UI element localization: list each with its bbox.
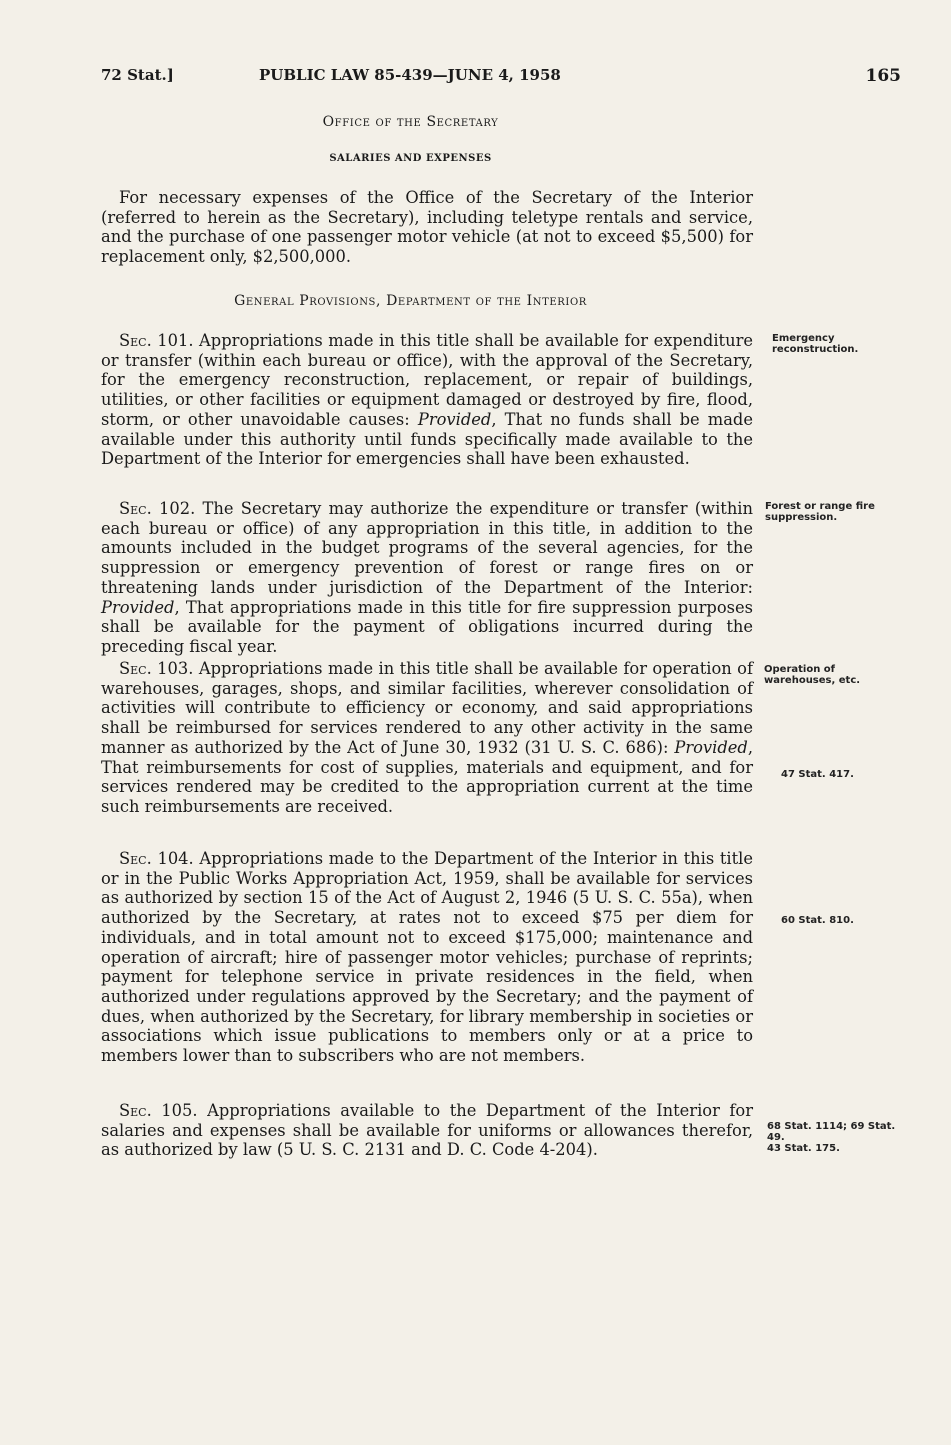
section-text: , That no funds shall be made available under this authority until funds specifically made available to the Department of the Interior for emergencies shall have been exhausted. [101, 409, 753, 469]
general-provisions-title: General Provisions, Department of the Interior [234, 293, 587, 309]
section-101-paragraph [101, 331, 753, 469]
section-label: Sec. 104. [119, 849, 194, 868]
page-number: 165 [865, 66, 901, 86]
section-title: Office of the Secretary [322, 114, 499, 130]
section-text: Appropriations made in this title shall be available for operation of warehouses, garages, shops, and similar facilities, wherever consolidation of activities will contribute to efficiency or economy, and said appropriations shall be reimbursed for services rendered to any other activity in the same manner as authorized by the Act of June 30, 1932 (31 U. S. C. 686): [101, 659, 754, 757]
margin-note-stat-810: 60 Stat. 810. [781, 915, 854, 926]
section-text: The Secretary may authorize the expenditure or transfer (within each bureau or office) of any appropriation in this title, in addition to the amounts included in the budget programs of the several agencies, for the suppression or emergency prevention of forest or range fires on or threatening lands under jurisdiction of the Department of the Interior: [101, 499, 754, 597]
page-header [101, 66, 901, 90]
margin-note-stat-1114-text: 68 Stat. 1114; 69 Stat. 49. [767, 1121, 896, 1143]
margin-note-emergency: Emergency reconstruction. [772, 333, 859, 355]
margin-note-stat-175-text: 43 Stat. 175. [767, 1143, 840, 1154]
margin-note-stat-417: 47 Stat. 417. [781, 769, 854, 780]
margin-note-forest: Forest or range fire suppression. [765, 501, 875, 523]
section-text: Appropriations available to the Department of the Interior for salaries and expenses shall be available for uniforms or allowances therefor, as authorized by law (5 U. S. C. 2131 and D. C. Code 4-204). [101, 1101, 754, 1160]
section-105-paragraph [101, 1101, 753, 1160]
provided-clause: Provided [674, 737, 748, 757]
section-text: , That appropriations made in this title for fire suppression purposes shall be available for the payment of obligations incurred during the preceding fiscal year. [101, 597, 753, 656]
section-104-paragraph [101, 849, 753, 1066]
section-text: Appropriations made to the Department of the Interior in this title or in the Public Works Appropriation Act, 1959, shall be available for services as authorized by section 15 of the Act of August 2, 1946 (5 U. S. C. 55a), when authorized by the Secretary, at rates not to exceed $75 per diem for individuals, and in total amount not to exceed $175,000; maintenance and operation of aircraft; hire of passenger motor vehicles; purchase of reprints; payment for telephone service in private residences in the field, when authorized under regulations approved by the Secretary; and the payment of dues, when authorized by the Secretary, for library membership in societies or associations which issue publications to members only or at a price to members lower than to subscribers who are not members. [101, 849, 753, 1066]
section-text: Appropriations made in this title shall be available for expenditure or transfer (within each bureau or office), with the approval of the Secretary, for the emergency reconstruction, replacement, or repair of buildings, utilities, or other facilities or equipment damaged or destroyed by fire, flood, storm, or other unavoidable causes: [101, 331, 754, 429]
margin-note-stat-1114 [767, 1121, 912, 1154]
section-text: , That reimbursements for cost of supplies, materials and equipment, and for services rendered may be credited to the appropriation current at the time such reimbursements are received. [101, 737, 753, 816]
section-102-paragraph [101, 499, 753, 657]
provided-clause: Provided [101, 597, 175, 617]
section-label: Sec. 103. [119, 659, 194, 678]
intro-paragraph: For necessary expenses of the Office of the Secretary of the Interior (referred to herein as the Secretary), including teletype rentals and service, and the purchase of one passenger motor vehicle (at not to exceed $5,500) for replacement only, $2,500,000. [101, 188, 753, 267]
volume-reference: 72 Stat.] [101, 66, 174, 84]
section-label: Sec. 101. [119, 331, 194, 350]
provided-clause: Provided [417, 409, 492, 429]
law-title: PUBLIC LAW 85-439—JUNE 4, 1958 [259, 66, 561, 84]
margin-note-warehouses: Operation of warehouses, etc. [764, 664, 861, 686]
section-103-paragraph [101, 659, 753, 817]
section-label: Sec. 102. [119, 499, 196, 518]
section-label: Sec. 105. [119, 1101, 198, 1120]
section-subtitle: SALARIES AND EXPENSES [329, 153, 492, 164]
